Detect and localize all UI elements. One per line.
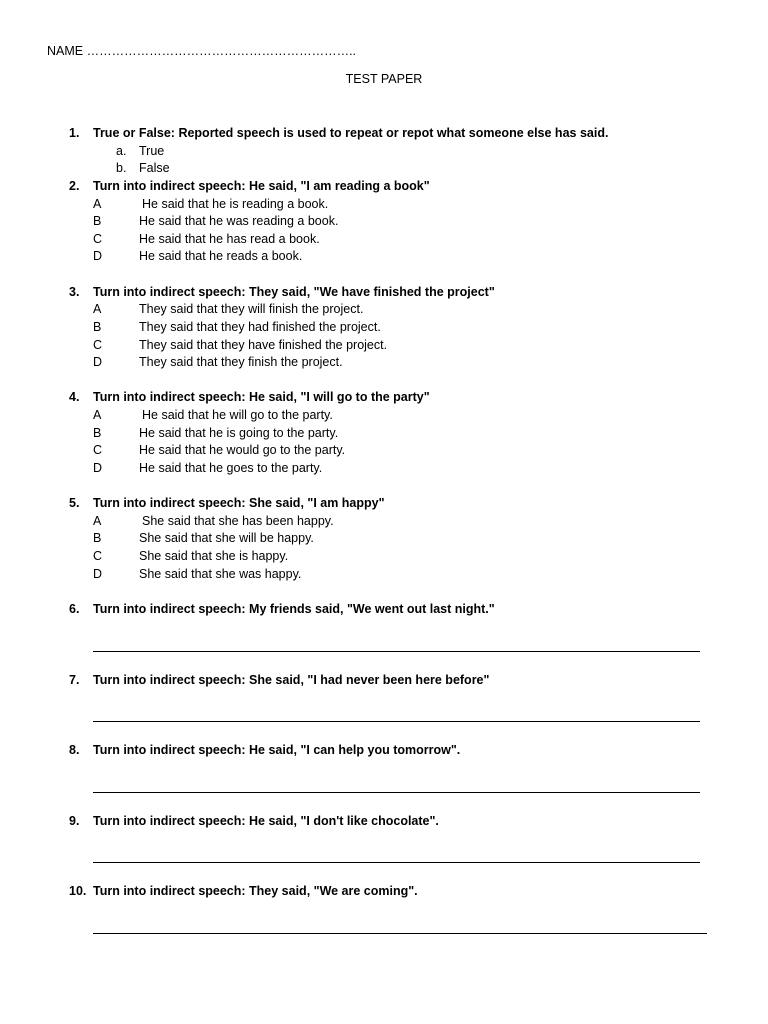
option-text: False [139, 161, 170, 175]
option-letter: C [93, 232, 103, 246]
option-text: He said that he is going to the party. [139, 426, 339, 440]
option-letter: B [93, 531, 102, 545]
option-text: She said that she was happy. [139, 567, 302, 581]
question-prompt: Turn into indirect speech: He said, "I don't like chocolate". [93, 814, 439, 828]
question-number: 2. [69, 179, 80, 193]
question-number: 3. [69, 285, 80, 299]
question-prompt: Turn into indirect speech: My friends said, "We went out last night." [93, 602, 495, 616]
question-prompt: True or False: Reported speech is used to repeat or repot what someone else has said. [93, 126, 609, 140]
option-text: They said that they finish the project. [139, 355, 343, 369]
option-letter: D [93, 461, 103, 475]
option-text: She said that she is happy. [139, 549, 289, 563]
answer-line-7[interactable] [93, 721, 700, 722]
option-letter: b. [116, 161, 127, 175]
option-letter: B [93, 214, 102, 228]
question-number: 1. [69, 126, 80, 140]
option-letter: B [93, 426, 102, 440]
question-number: 7. [69, 673, 80, 687]
question-prompt: Turn into indirect speech: She said, "I had never been here before" [93, 673, 490, 687]
option-letter: D [93, 249, 103, 263]
question-1 [69, 126, 608, 140]
question-6 [69, 602, 495, 616]
question-number: 5. [69, 496, 80, 510]
question-number: 4. [69, 390, 80, 404]
answer-line-10[interactable] [93, 933, 707, 934]
option-text: True [139, 144, 165, 158]
page-title: TEST PAPER [345, 72, 423, 86]
question-10 [69, 884, 418, 898]
option-text: She said that she has been happy. [142, 514, 334, 528]
option-text: He said that he goes to the party. [139, 461, 323, 475]
option-text: He said that he reads a book. [139, 249, 303, 263]
question-8 [69, 743, 460, 757]
answer-line-6[interactable] [93, 651, 700, 652]
question-prompt: Turn into indirect speech: He said, "I can help you tomorrow". [93, 743, 461, 757]
question-prompt: Turn into indirect speech: He said, "I will go to the party" [93, 390, 430, 404]
option-letter: A [93, 302, 102, 316]
question-7 [69, 673, 489, 687]
answer-line-9[interactable] [93, 862, 700, 863]
option-letter: D [93, 567, 103, 581]
question-number: 6. [69, 602, 80, 616]
question-2 [69, 179, 430, 193]
question-prompt: Turn into indirect speech: He said, "I am reading a book" [93, 179, 430, 193]
option-letter: A [93, 408, 102, 422]
option-letter: B [93, 320, 102, 334]
option-letter: A [93, 197, 102, 211]
option-letter: a. [116, 144, 127, 158]
answer-line-8[interactable] [93, 792, 700, 793]
question-number: 9. [69, 814, 80, 828]
option-text: He said that he has read a book. [139, 232, 320, 246]
option-letter: C [93, 549, 103, 563]
name-field-label: NAME ……………………………………………………….. [47, 44, 357, 58]
option-text: They said that they have finished the project. [139, 338, 388, 352]
option-text: She said that she will be happy. [139, 531, 314, 545]
question-number: 10. [69, 884, 87, 898]
option-letter: C [93, 443, 103, 457]
option-text: He said that he is reading a book. [142, 197, 329, 211]
question-prompt: Turn into indirect speech: They said, "We have finished the project" [93, 285, 495, 299]
option-text: He said that he will go to the party. [142, 408, 333, 422]
option-text: They said that they had finished the project. [139, 320, 381, 334]
question-9 [69, 814, 439, 828]
question-number: 8. [69, 743, 80, 757]
option-text: They said that they will finish the project. [139, 302, 364, 316]
question-4 [69, 390, 430, 404]
option-letter: D [93, 355, 103, 369]
option-text: He said that he would go to the party. [139, 443, 346, 457]
question-prompt: Turn into indirect speech: She said, "I am happy" [93, 496, 385, 510]
option-letter: A [93, 514, 102, 528]
question-3 [69, 285, 495, 299]
question-5 [69, 496, 385, 510]
question-prompt: Turn into indirect speech: They said, "We are coming". [93, 884, 418, 898]
option-letter: C [93, 338, 103, 352]
option-text: He said that he was reading a book. [139, 214, 339, 228]
